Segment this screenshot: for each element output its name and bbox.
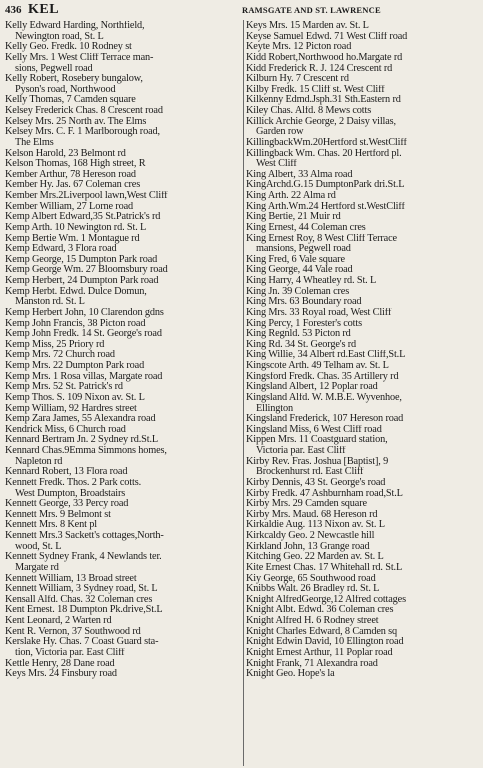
directory-entry: Kent Leonard, 2 Warten rd [5,616,112,626]
column-divider [243,20,244,766]
directory-entry: Kerslake Hy. Chas. 7 Coast Guard sta- [5,637,159,648]
directory-entry: Kirby Dennis, 43 St. George's road [246,477,386,488]
directory-entry: Kelly Geo. Fredk. 10 Rodney st [5,42,132,53]
directory-entry: Kilkenny Edmd.Jsph.31 Sth.Eastern rd [246,95,401,106]
directory-entry: Kingsland Alfd. W. M.B.E. Wyvenhoe, [246,392,402,403]
directory-entry: King Mrs. 63 Boundary road [246,297,362,308]
directory-entry: Kent Ernest. 18 Dumpton Pk.drive,St.L [5,605,163,616]
entry-continuation: Manston rd. St. L [15,297,85,308]
directory-entry: Kelson Thomas, 168 High street, R [5,159,146,170]
directory-entry: Kelly Robert, Rosebery bungalow, [5,74,143,85]
directory-entry: Kemp Herbert, 24 Dumpton Park road [5,276,159,286]
left-column [5,21,242,766]
directory-entry: Kirkcaldy Geo. 2 Newcastle hill [246,531,375,541]
directory-entry: Kemp Edward, 3 Flora road [5,244,117,255]
directory-entry: Kemp Mrs. 52 St. Patrick's rd [5,382,123,393]
directory-entry: Kemp Zara James, 55 Alexandra road [5,414,156,425]
entry-continuation: wood, St. L [15,541,62,552]
directory-entry: Kirby Mrs. Maud. 68 Hereson rd [246,509,378,520]
directory-entry: King Bertie, 21 Muir rd [246,212,341,223]
directory-entry: Kelly Edward Harding, Northfield, [5,21,145,31]
directory-entry: Kilburn Hy. 7 Crescent rd [246,74,349,85]
directory-entry: Kemp John Francis, 38 Picton road [5,318,146,329]
directory-entry: Kember Mrs.2Liverpool lawn,West Cliff [5,191,168,201]
entry-continuation: Brockenhurst rd. East Cliff [256,467,364,478]
directory-entry: Kemp Albert Edward,35 St.Patrick's rd [5,212,161,223]
directory-entry: Kennett Mrs. 8 Kent pl [5,520,97,531]
directory-entry: KingArchd.G.15 DumptonPark dri.St.L [246,180,405,191]
directory-entry: King Harry, 4 Wheatley rd. St. L [246,276,377,286]
directory-entry: Kemp Mrs. 72 Church road [5,350,115,361]
directory-entry: Kemp Mrs. 1 Rosa villas, Margate road [5,371,163,382]
directory-entry: Kemp John Fredk. 14 St. George's road [5,329,162,340]
directory-entry: Kemp Herbt. Edwd. Dulce Domun, [5,286,147,297]
directory-entry: Kelsey Mrs. C. F. 1 Marlborough road, [5,127,160,138]
directory-entry: Kirby Mrs. 29 Camden square [246,499,367,510]
directory-entry: Killick Archie George, 2 Daisy villas, [246,116,396,127]
directory-entry: Kingsland Frederick, 107 Hereson road [246,414,404,425]
directory-entry: King Rd. 34 St. George's rd [246,339,357,350]
directory-entry: Kemp George, 15 Dumpton Park road [5,254,158,265]
directory-entry: Kennett Mrs. 9 Belmont st [5,509,111,520]
directory-entry: Kennett Sydney Frank, 4 Newlands ter. [5,552,162,563]
directory-entry: Kemp William, 92 Hardres street [5,403,137,414]
entry-continuation: tion, Victoria par. East Cliff [15,647,125,658]
page-header [4,2,479,18]
directory-entry: Kent R. Vernon, 37 Southwood rd [5,626,141,637]
directory-entry: Knight Ernest Arthur, 11 Poplar road [246,647,393,658]
directory-entry: Kennett William, 13 Broad street [5,573,137,584]
directory-entry: Kiy George, 65 Southwood road [246,573,376,584]
running-title: RAMSGATE AND ST. LAWRENCE [242,5,381,15]
directory-entry: Knight Alfred H. 6 Rodney street [246,616,379,626]
entry-continuation: Napleton rd [15,456,63,467]
directory-entry: Kennett William, 3 Sydney road, St. L [5,584,158,595]
directory-entry: Knight Frank, 71 Alexandra road [246,658,378,669]
directory-entry: Kingsford Fredk. Chas. 35 Artillery rd [246,371,399,382]
directory-entry: Kemp Mrs. 22 Dumpton Park road [5,361,145,371]
entry-continuation: West Dumpton, Broadstairs [15,488,126,499]
directory-entry: King Mrs. 33 Royal road, West Cliff [246,307,392,318]
entry-continuation: Pyson's road, Northwood [15,84,116,95]
directory-entry: Kingscote Arth. 49 Telham av. St. L [246,361,389,371]
directory-entry: Knight Edwin David, 10 Ellington road [246,637,404,648]
directory-entry: Kitching Geo. 22 Marden av. St. L [246,552,384,563]
directory-entry: Knight Geo. Hope's la [246,669,335,680]
directory-entry: Kennett Mrs.3 Sackett's cottages,North- [5,531,164,541]
entry-continuation: Ellington [256,403,293,414]
directory-entry: Knight AlfredGeorge,12 Alfred cottages [246,594,406,605]
directory-entry: Kiley Chas. Alfd. 8 Mews cotts [246,106,372,116]
directory-entry: Kennard Bertram Jn. 2 Sydney rd.St.L [5,435,159,446]
page-number: 436 [5,4,22,16]
directory-entry: Kidd Frederick R. J. 124 Crescent rd [246,63,393,74]
directory-entry: Kennard Chas.9Emma Simmons homes, [5,446,167,456]
directory-entry: Keyte Mrs. 12 Picton road [246,42,352,53]
entry-continuation: West Cliff [256,159,297,170]
directory-entry: King Fred, 6 Vale square [246,254,345,265]
directory-entry: Kettle Henry, 28 Dane road [5,658,115,669]
directory-entry: Kirby Fredk. 47 Ashburnham road,St.L [246,488,403,499]
directory-entry: Keys Mrs. 24 Finsbury road [5,669,117,680]
entry-continuation: mansions, Pegwell road [256,244,351,255]
directory-entry: Kelsey Mrs. 25 North av. The Elms [5,116,147,127]
directory-entry: King Percy, 1 Forester's cotts [246,318,362,329]
directory-entry: Kite Ernest Chas. 17 Whitehall rd. St.L [246,562,403,573]
directory-entry: Kennett Fredk. Thos. 2 Park cotts. [5,477,141,488]
directory-entry: Killingback Wm. Chas. 20 Hertford pl. [246,148,402,159]
directory-entry: King George, 44 Vale road [246,265,353,276]
entry-continuation: The Elms [15,137,54,148]
directory-entry: Kingsland Miss, 6 West Cliff road [246,424,382,435]
header-word: KEL [28,2,60,17]
entry-continuation: sions, Pegwell road [15,63,93,74]
directory-entry: Kirkland John, 13 Grange road [246,541,370,552]
directory-entry: King Regnld. 53 Picton rd [246,329,351,340]
directory-entry: King Albert, 33 Alma road [246,169,353,180]
right-column [246,21,483,766]
directory-entry: KillingbackWm.20Hertford st.WestCliff [246,137,407,148]
directory-entry: Kelsey Frederick Chas. 8 Crescent road [5,106,163,116]
directory-entry: Kensall Alfd. Chas. 32 Coleman cres [5,594,153,605]
directory-entry: Kember Arthur, 78 Hereson road [5,169,136,180]
directory-entry: King Arth.Wm.24 Hertford st.WestCliff [246,201,405,212]
directory-entry: Kemp George Wm. 27 Bloomsbury road [5,265,168,276]
entry-continuation: Victoria par. East Cliff [256,446,346,456]
entry-continuation: Garden row [256,127,304,138]
directory-entry: Kelson Harold, 23 Belmont rd [5,148,126,159]
directory-entry: King Willie, 34 Albert rd.East Cliff,St.L [246,350,406,361]
directory-entry: Kirkaldie Aug. 113 Nixon av. St. L [246,520,385,531]
directory-entry: Kilby Fredk. 15 Cliff st. West Cliff [246,84,385,95]
directory-entry: Keyse Samuel Edwd. 71 West Cliff road [246,31,408,42]
directory-entry: Kingsland Albert, 12 Poplar road [246,382,378,393]
directory-entry: Kippen Mrs. 11 Coastguard station, [246,435,388,446]
directory-entry: Knight Albt. Edwd. 36 Coleman cres [246,605,394,616]
directory-entry: Kemp Thos. S. 109 Nixon av. St. L [5,392,145,403]
entry-continuation: Margate rd [15,562,59,573]
directory-entry: Kirby Rev. Fras. Joshua [Baptist], 9 [246,456,389,467]
directory-entry: Knibbs Walt. 26 Bradley rd. St. L [246,584,380,595]
directory-entry: Kelly Mrs. 1 West Cliff Terrace man- [5,52,154,63]
directory-entry: King Ernest Roy, 8 West Cliff Terrace [246,233,397,244]
directory-entry: Kemp Bertie Wm. 1 Montague rd [5,233,140,244]
directory-entry: King Ernest, 44 Coleman cres [246,222,366,233]
directory-entry: Kemp Miss, 25 Priory rd [5,339,105,350]
entry-continuation: Newington road, St. L [15,31,104,42]
directory-entry: King Arth. 22 Alma rd [246,191,336,201]
directory-entry: Kennett George, 33 Percy road [5,499,129,510]
directory-entry: Knight Charles Edward, 8 Camden sq [246,626,398,637]
directory-entry: Kidd Robert,Northwood ho.Margate rd [246,52,403,63]
directory-entry: Kelly Thomas, 7 Camden square [5,95,136,106]
directory-entry: Kemp Arth. 10 Newington rd. St. L [5,222,147,233]
directory-entry: Kemp Herbert John, 10 Clarendon gdns [5,307,164,318]
directory-entry: Kennard Robert, 13 Flora road [5,467,128,478]
directory-entry: Kember Hy. Jas. 67 Coleman cres [5,180,141,191]
directory-entry: King Jn. 39 Coleman cres [246,286,350,297]
directory-entry: Keys Mrs. 15 Marden av. St. L [246,21,369,31]
directory-entry: Kendrick Miss, 6 Church road [5,424,126,435]
directory-entry: Kember William, 27 Lorne road [5,201,134,212]
